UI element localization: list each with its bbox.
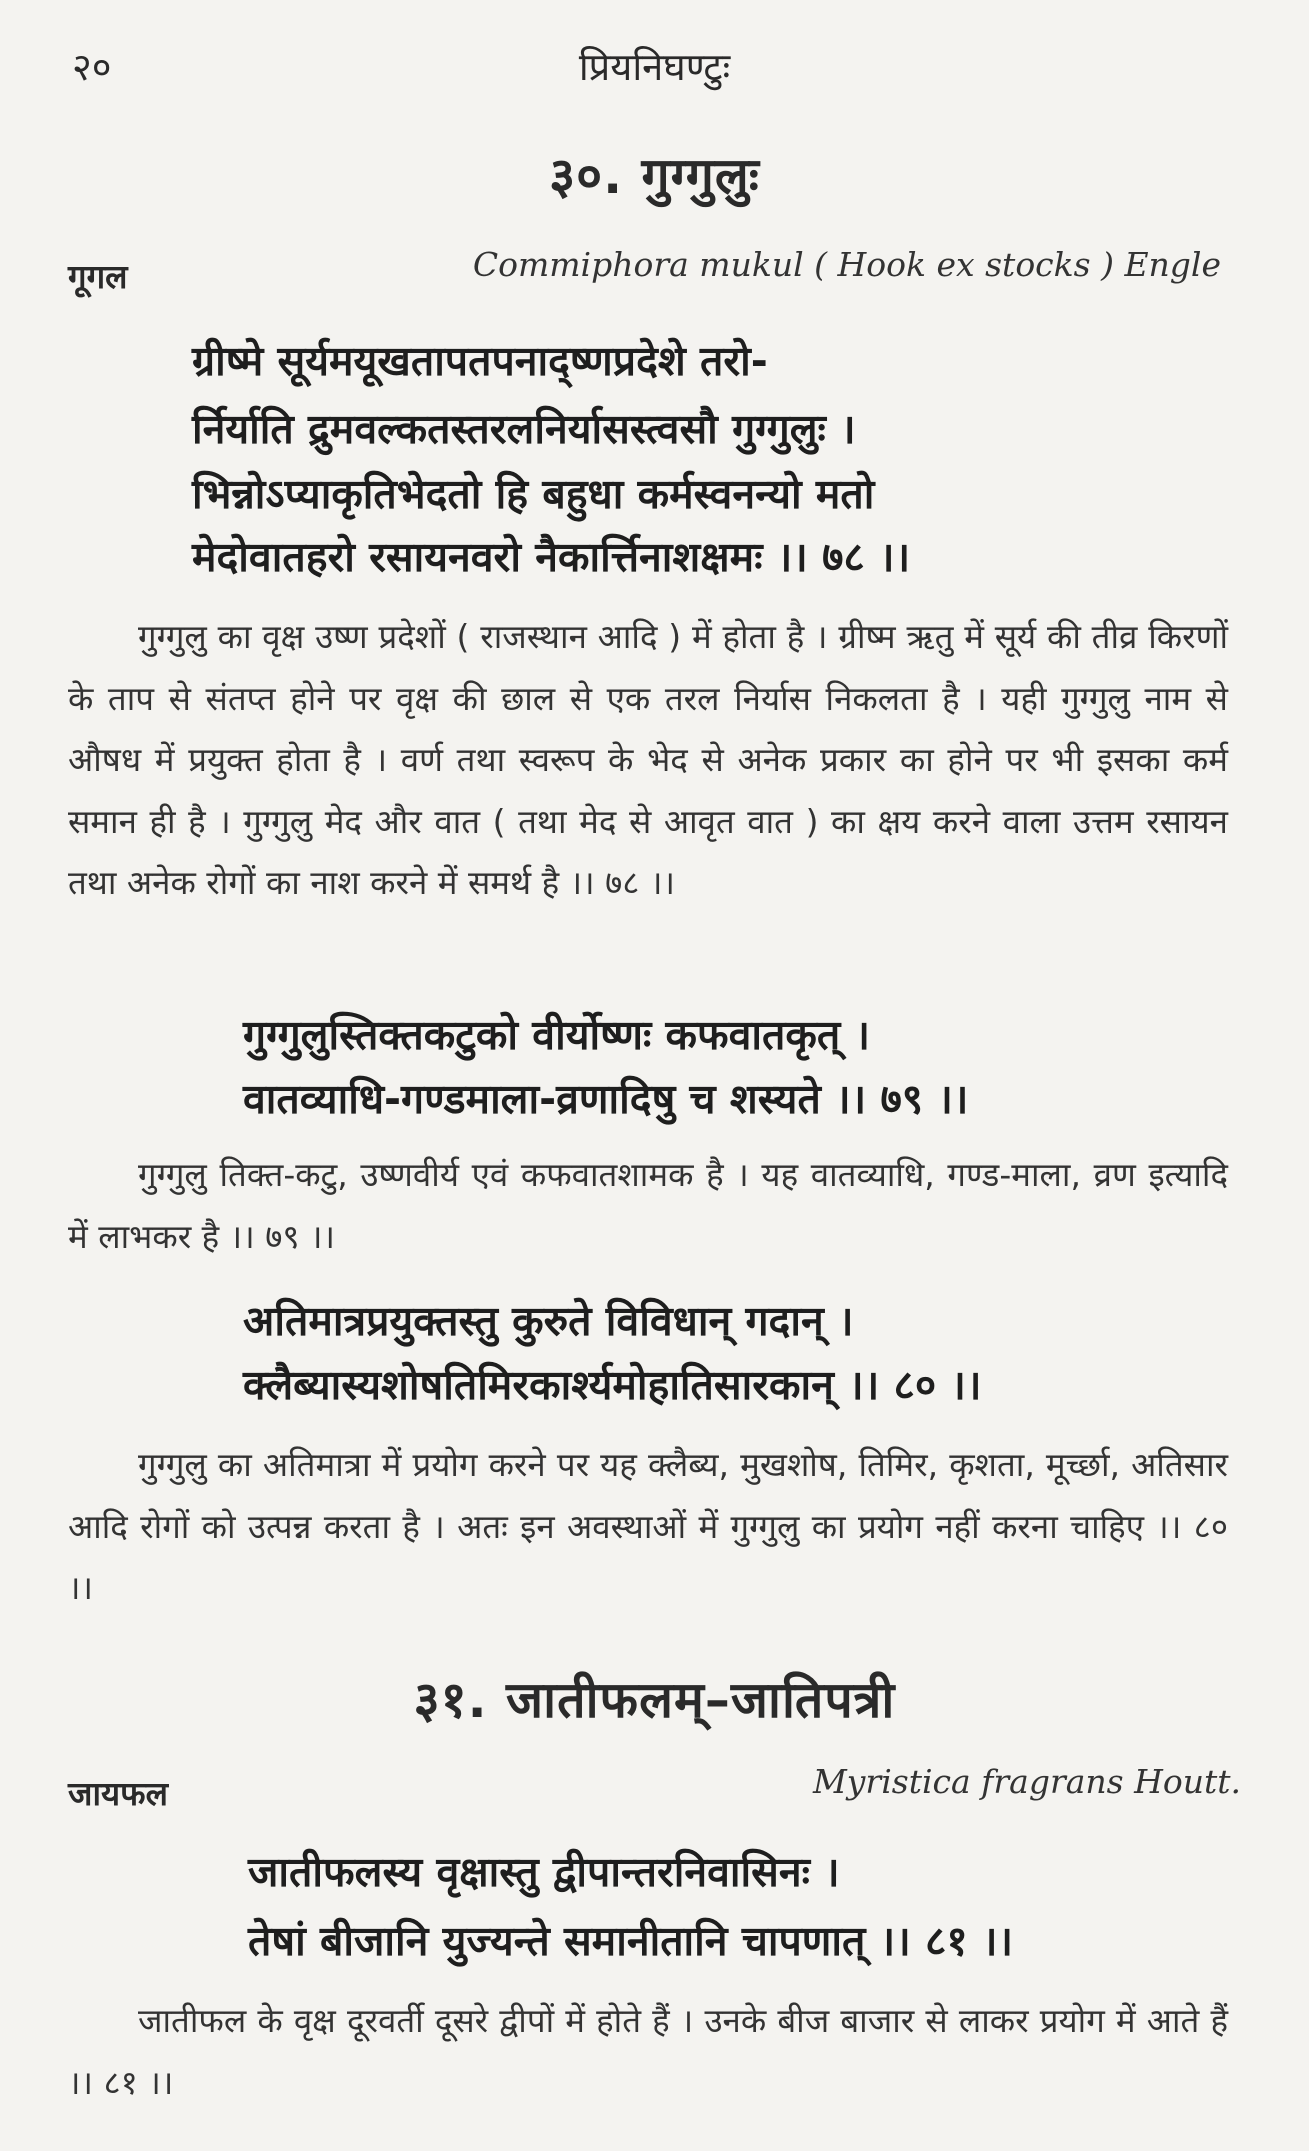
commentary-paragraph: [68, 1144, 1228, 1267]
verse-line: जातीफलस्य वृक्षास्तु द्वीपान्तरनिवासिनः ।: [248, 1848, 840, 1896]
verse-line: अतिमात्रप्रयुक्तस्तु कुरुते विविधान् गदान् ।: [243, 1297, 854, 1345]
section-heading: ३१. जातीफलम्–जातिपत्री: [413, 1671, 896, 1729]
page-number: २०: [72, 45, 112, 89]
verse-line: गुग्गुलुस्तिक्तकटुको वीर्योष्णः कफवातकृत् ।: [243, 1011, 871, 1059]
running-title: प्रियनिघण्टुः: [578, 45, 731, 89]
commentary-text: गुग्गुलु का अतिमात्रा में प्रयोग करने पर यह क्लैब्य, मुखशोष, तिमिर, कृशता, मूर्च्छा, अतिसार आदि रोगों को उत्पन्न करता है । अतः इन अवस्थाओं में गुग्गुलु का प्रयोग नहीं करना चाहिए ।। ८० ।।: [68, 1445, 1228, 1607]
verse-line: भिन्नोऽप्याकृतिभेदतो हि बहुधा कर्मस्वनन्यो मतो: [192, 470, 875, 518]
verse-line: क्लैब्यास्यशोषतिमिरकार्श्यमोहातिसारकान् ।। ८० ।।: [243, 1361, 982, 1409]
botanical-name: Myristica fragrans Houtt.: [813, 1762, 1241, 1801]
commentary-text: गुग्गुलु तिक्त-कटु, उष्णवीर्य एवं कफवातशामक है । यह वातव्याधि, गण्ड-माला, व्रण इत्यादि में लाभकर है ।। ७९ ।।: [68, 1155, 1228, 1256]
verse-line: तेषां बीजानि युज्यन्ते समानीतानि चापणात् ।। ८१ ।।: [248, 1917, 1014, 1965]
verse-line: मेदोवातहरो रसायनवरो नैकार्त्तिनाशक्षमः ।। ७८ ।।: [192, 533, 911, 581]
commentary-paragraph: [68, 606, 1228, 914]
verse-line: ग्रीष्मे सूर्यमयूखतापतपनाद्‌ष्णप्रदेशे तरो-: [192, 337, 768, 385]
local-name: जायफल: [68, 1774, 168, 1813]
botanical-name: Commiphora mukul ( Hook ex stocks ) Engle: [472, 245, 1221, 284]
commentary-paragraph: [68, 1990, 1228, 2113]
section-heading: ३०. गुग्गुलुः: [549, 147, 760, 205]
local-name: गूगल: [68, 257, 128, 296]
commentary-paragraph: [68, 1434, 1228, 1619]
commentary-text: जातीफल के वृक्ष दूरवर्ती दूसरे द्वीपों में होते हैं । उनके बीज बाजार से लाकर प्रयोग में आते हैं ।। ८१ ।।: [68, 2001, 1228, 2102]
commentary-text: गुग्गुलु का वृक्ष उष्ण प्रदेशों ( राजस्थान आदि ) में होता है । ग्रीष्म ऋतु में सूर्य की तीव्र किरणों के ताप से संतप्त होने पर वृक्ष की छाल से एक तरल निर्यास निकलता है । यही गुग्गुलु नाम से औषध में प्रयुक्त होता है । वर्ण तथा स्वरूप के भेद से अनेक प्रकार का होने पर भी इसका कर्म समान ही है । गुग्गुलु मेद और वात ( तथा मेद से आवृत वात ) का क्षय करने वाला उत्तम रसायन तथा अनेक रोगों का नाश करने में समर्थ है ।। ७८ ।।: [68, 617, 1228, 902]
verse-line: वातव्याधि-गण्डमाला-व्रणादिषु च शस्यते ।। ७९ ।।: [243, 1075, 969, 1123]
verse-line: र्निर्याति द्रुमवल्कतस्तरलनिर्यासस्त्वसौ गुग्गुलुः ।: [192, 405, 856, 453]
